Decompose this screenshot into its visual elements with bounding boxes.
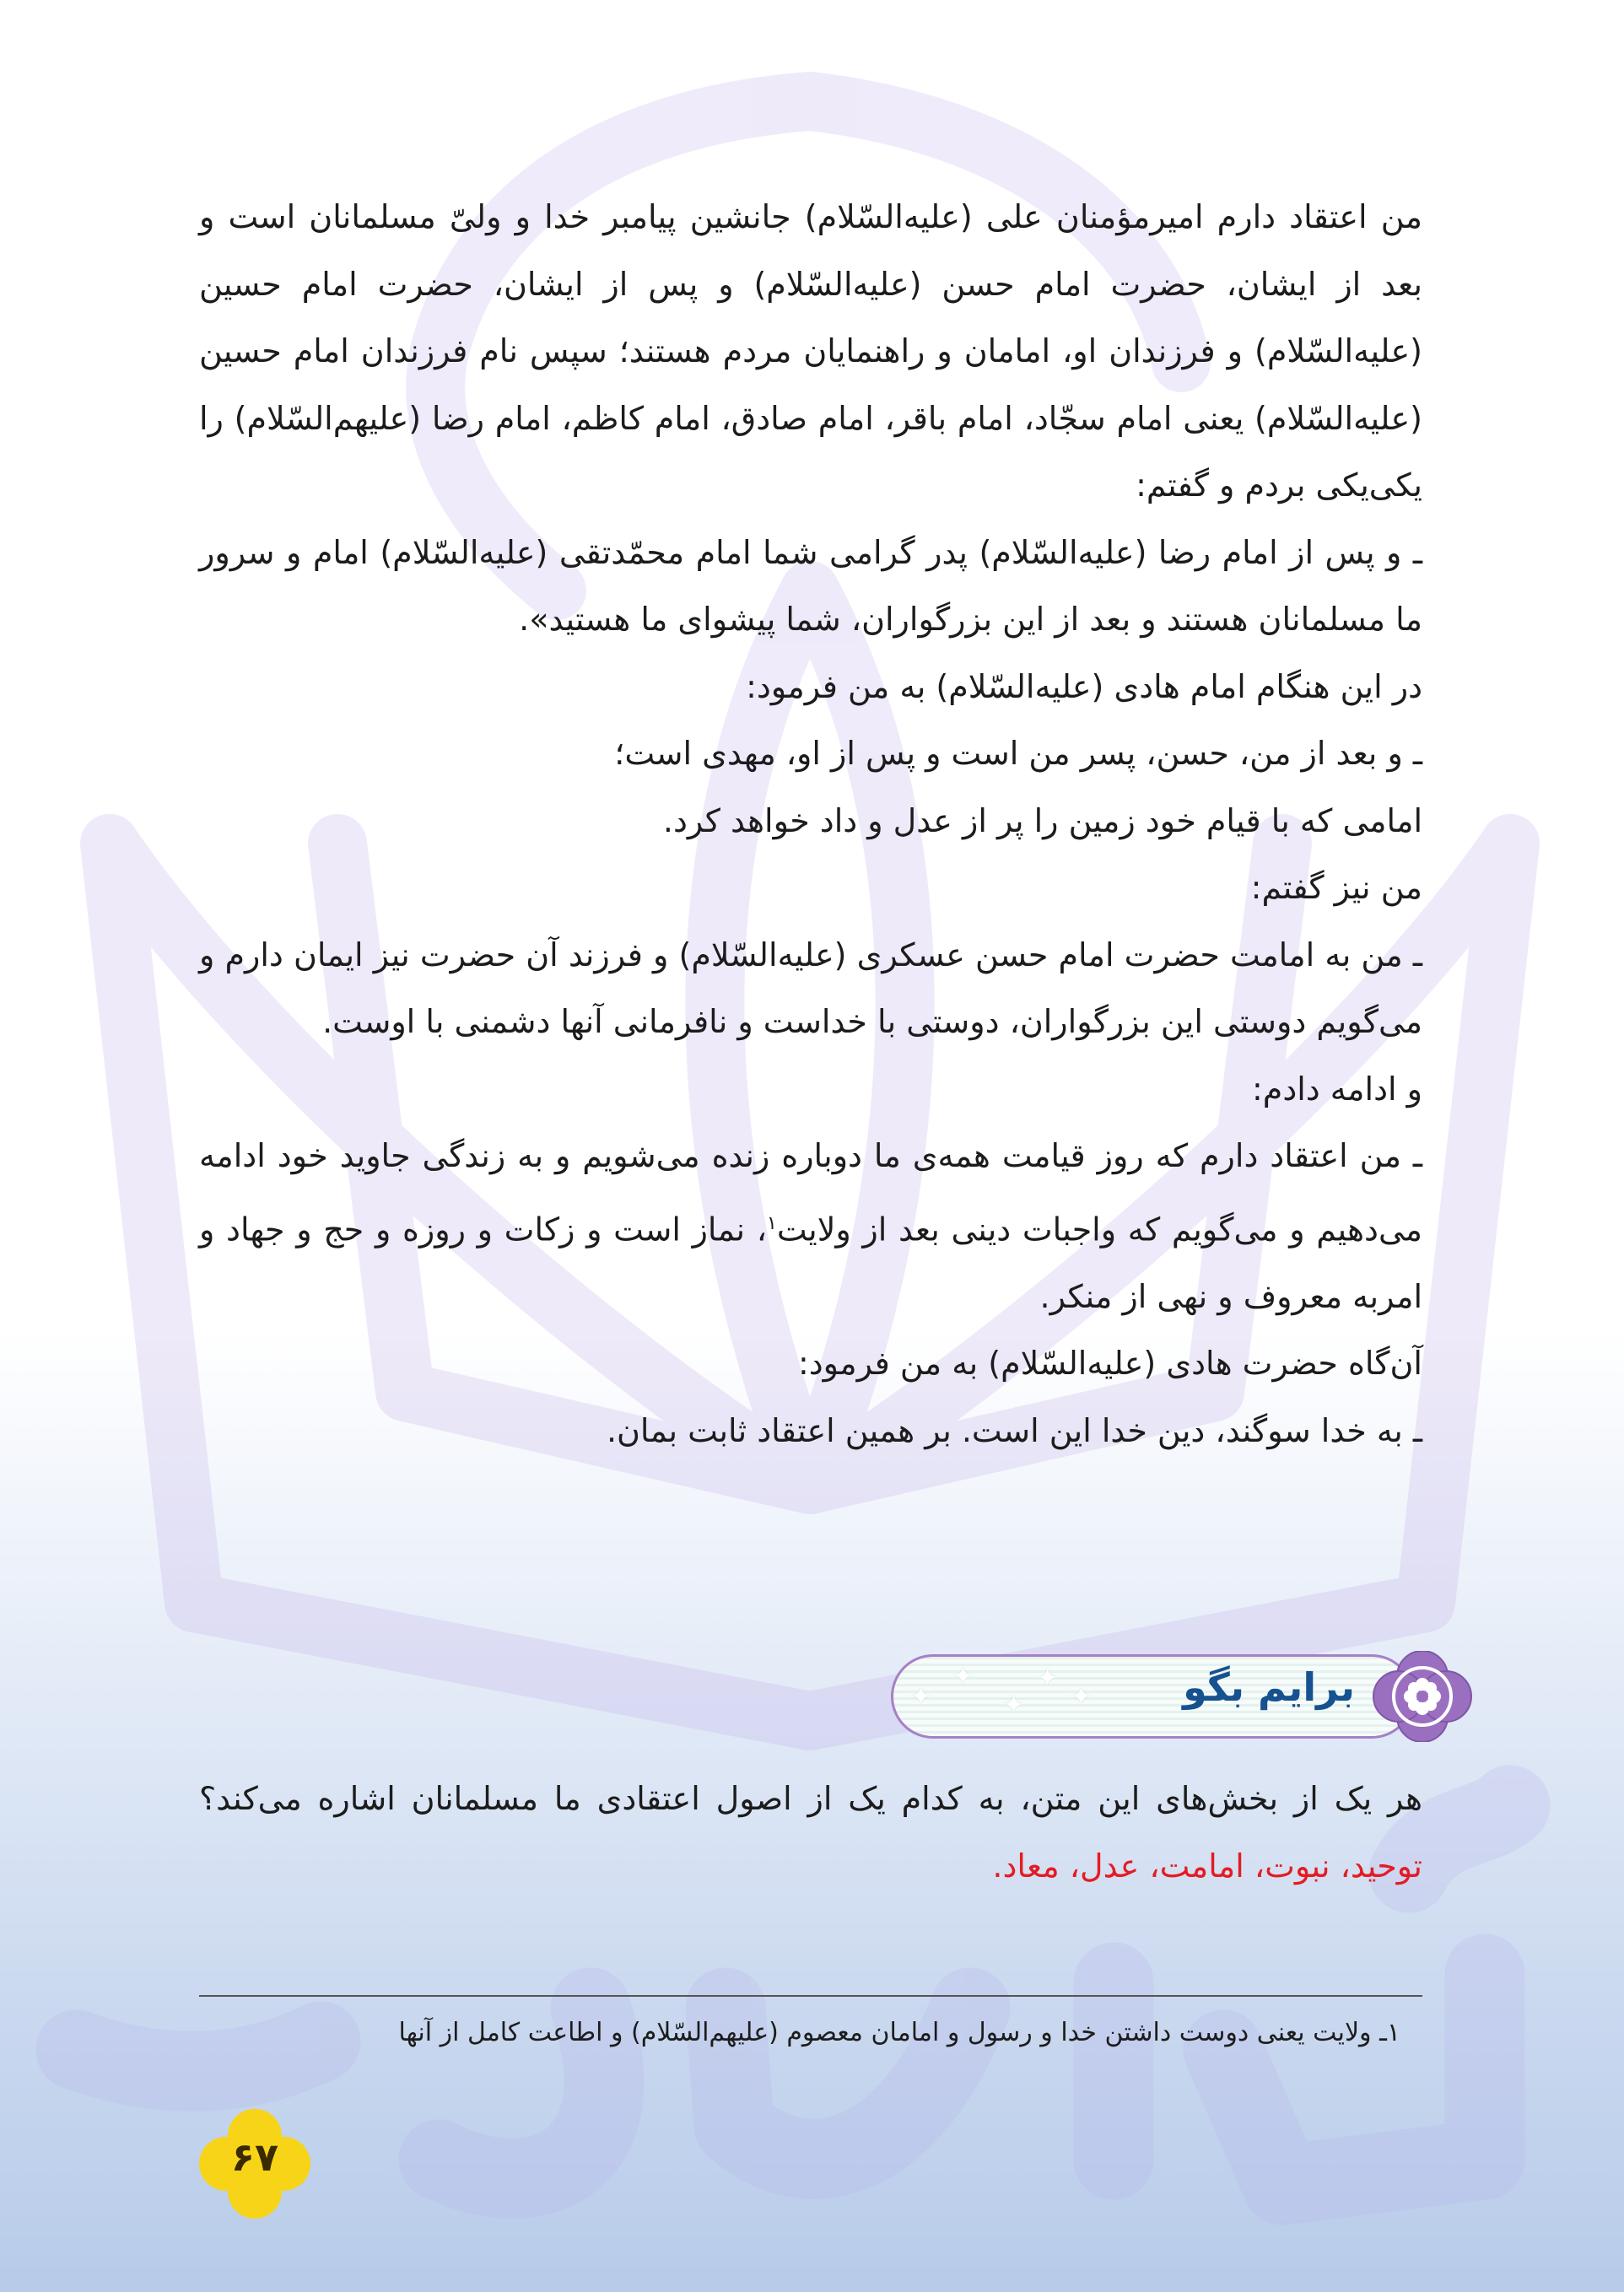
answer-text: توحید، نبوت، امامت، عدل، معاد.: [992, 1847, 1422, 1885]
section-title: برایم بگو: [1183, 1664, 1355, 1710]
sparkle-icon: ✦: [1071, 1682, 1093, 1712]
footnote: ۱ـ ولایت یعنی دوست داشتن خدا و رسول و امامان معصوم (علیهم‌السّلام) و اطاعت کامل از آنها: [398, 2018, 1400, 2047]
sparkle-icon: ✦: [1003, 1691, 1025, 1720]
sparkle-icon: ✦: [952, 1662, 974, 1691]
question-text: هر یک از بخش‌های این متن، به کدام یک از اصول اعتقادی ما مسلمانان اشاره می‌کند؟: [199, 1780, 1422, 1817]
paragraph-7: ـ من به امامت حضرت امام حسن عسکری (علیه‌السّلام) و فرزند آن حضرت نیز ایمان دارم و می‌گویم دوستی این بزرگواران، دوستی با خداست و نافرمانی آنها دشمنی با اوست.: [199, 936, 1422, 1040]
question-block: [199, 1766, 1422, 1900]
flower-icon: [1372, 1651, 1473, 1742]
paragraph-10: آن‌گاه حضرت هادی (علیه‌السّلام) به من فرمود:: [797, 1345, 1422, 1383]
page-number-badge: [196, 2109, 314, 2219]
paragraph-3: در این هنگام امام هادی (علیه‌السّلام) به من فرمود:: [746, 667, 1422, 705]
paragraph-11: ـ به خدا سوگند، دین خدا این است. بر همین اعتقاد ثابت بمان.: [606, 1411, 1422, 1449]
paragraph-8: و ادامه دادم:: [1251, 1070, 1422, 1108]
sparkle-icon: ✦: [910, 1682, 932, 1712]
paragraph-9-continued: ، نماز است و زکات و روزه و حج و جهاد و امربه معروف و نهی از منکر.: [199, 1211, 1422, 1315]
paragraph-1: من اعتقاد دارم امیرمؤمنان علی (علیه‌السّلام) جانشین پیامبر خدا و ولیّ مسلمانان است و بعد از ایشان، حضرت امام حسن (علیه‌السّلام) و پس از ایشان، حضرت امام حسین (علیه‌السّلام) و فرزندان او، امامان و راهنمایان مردم هستند؛ سپس نام فرزندان امام حسین (علیه‌السّلام) یعنی امام سجّاد، امام باقر، امام صادق، امام کاظم، امام رضا (علیهم‌السّلام) را یکی‌یکی بردم و گفتم:: [199, 198, 1422, 504]
paragraph-2: ـ و پس از امام رضا (علیه‌السّلام) پدر گرامی شما امام محمّدتقی (علیه‌السّلام) امام و سرور ما مسلمانان هستند و بعد از این بزرگواران، شما پیشوای ما هستید».: [199, 533, 1422, 638]
page-number: ۶۷: [230, 2134, 279, 2180]
main-text: [199, 184, 1422, 1464]
section-heading: [891, 1651, 1473, 1742]
paragraph-9: [199, 1123, 1422, 1330]
paragraph-4: ـ و بعد از من، حسن، پسر من است و پس از او، مهدی است؛: [614, 735, 1422, 772]
sparkle-icon: ✦: [1037, 1664, 1059, 1693]
footnote-divider: [199, 1995, 1422, 1997]
paragraph-6: من نیز گفتم:: [1250, 869, 1422, 906]
footnote-marker: ۱: [767, 1212, 777, 1234]
paragraph-5: امامی که با قیام خود زمین را پر از عدل و داد خواهد کرد.: [662, 801, 1422, 839]
paragraph-9-text: ـ من اعتقاد دارم که روز قیامت همه‌ی ما دوباره زنده می‌شویم و به زندگی جاوید خود ادامه می‌دهیم و می‌گویم که واجبات دینی بعد از ولایت: [199, 1137, 1422, 1248]
